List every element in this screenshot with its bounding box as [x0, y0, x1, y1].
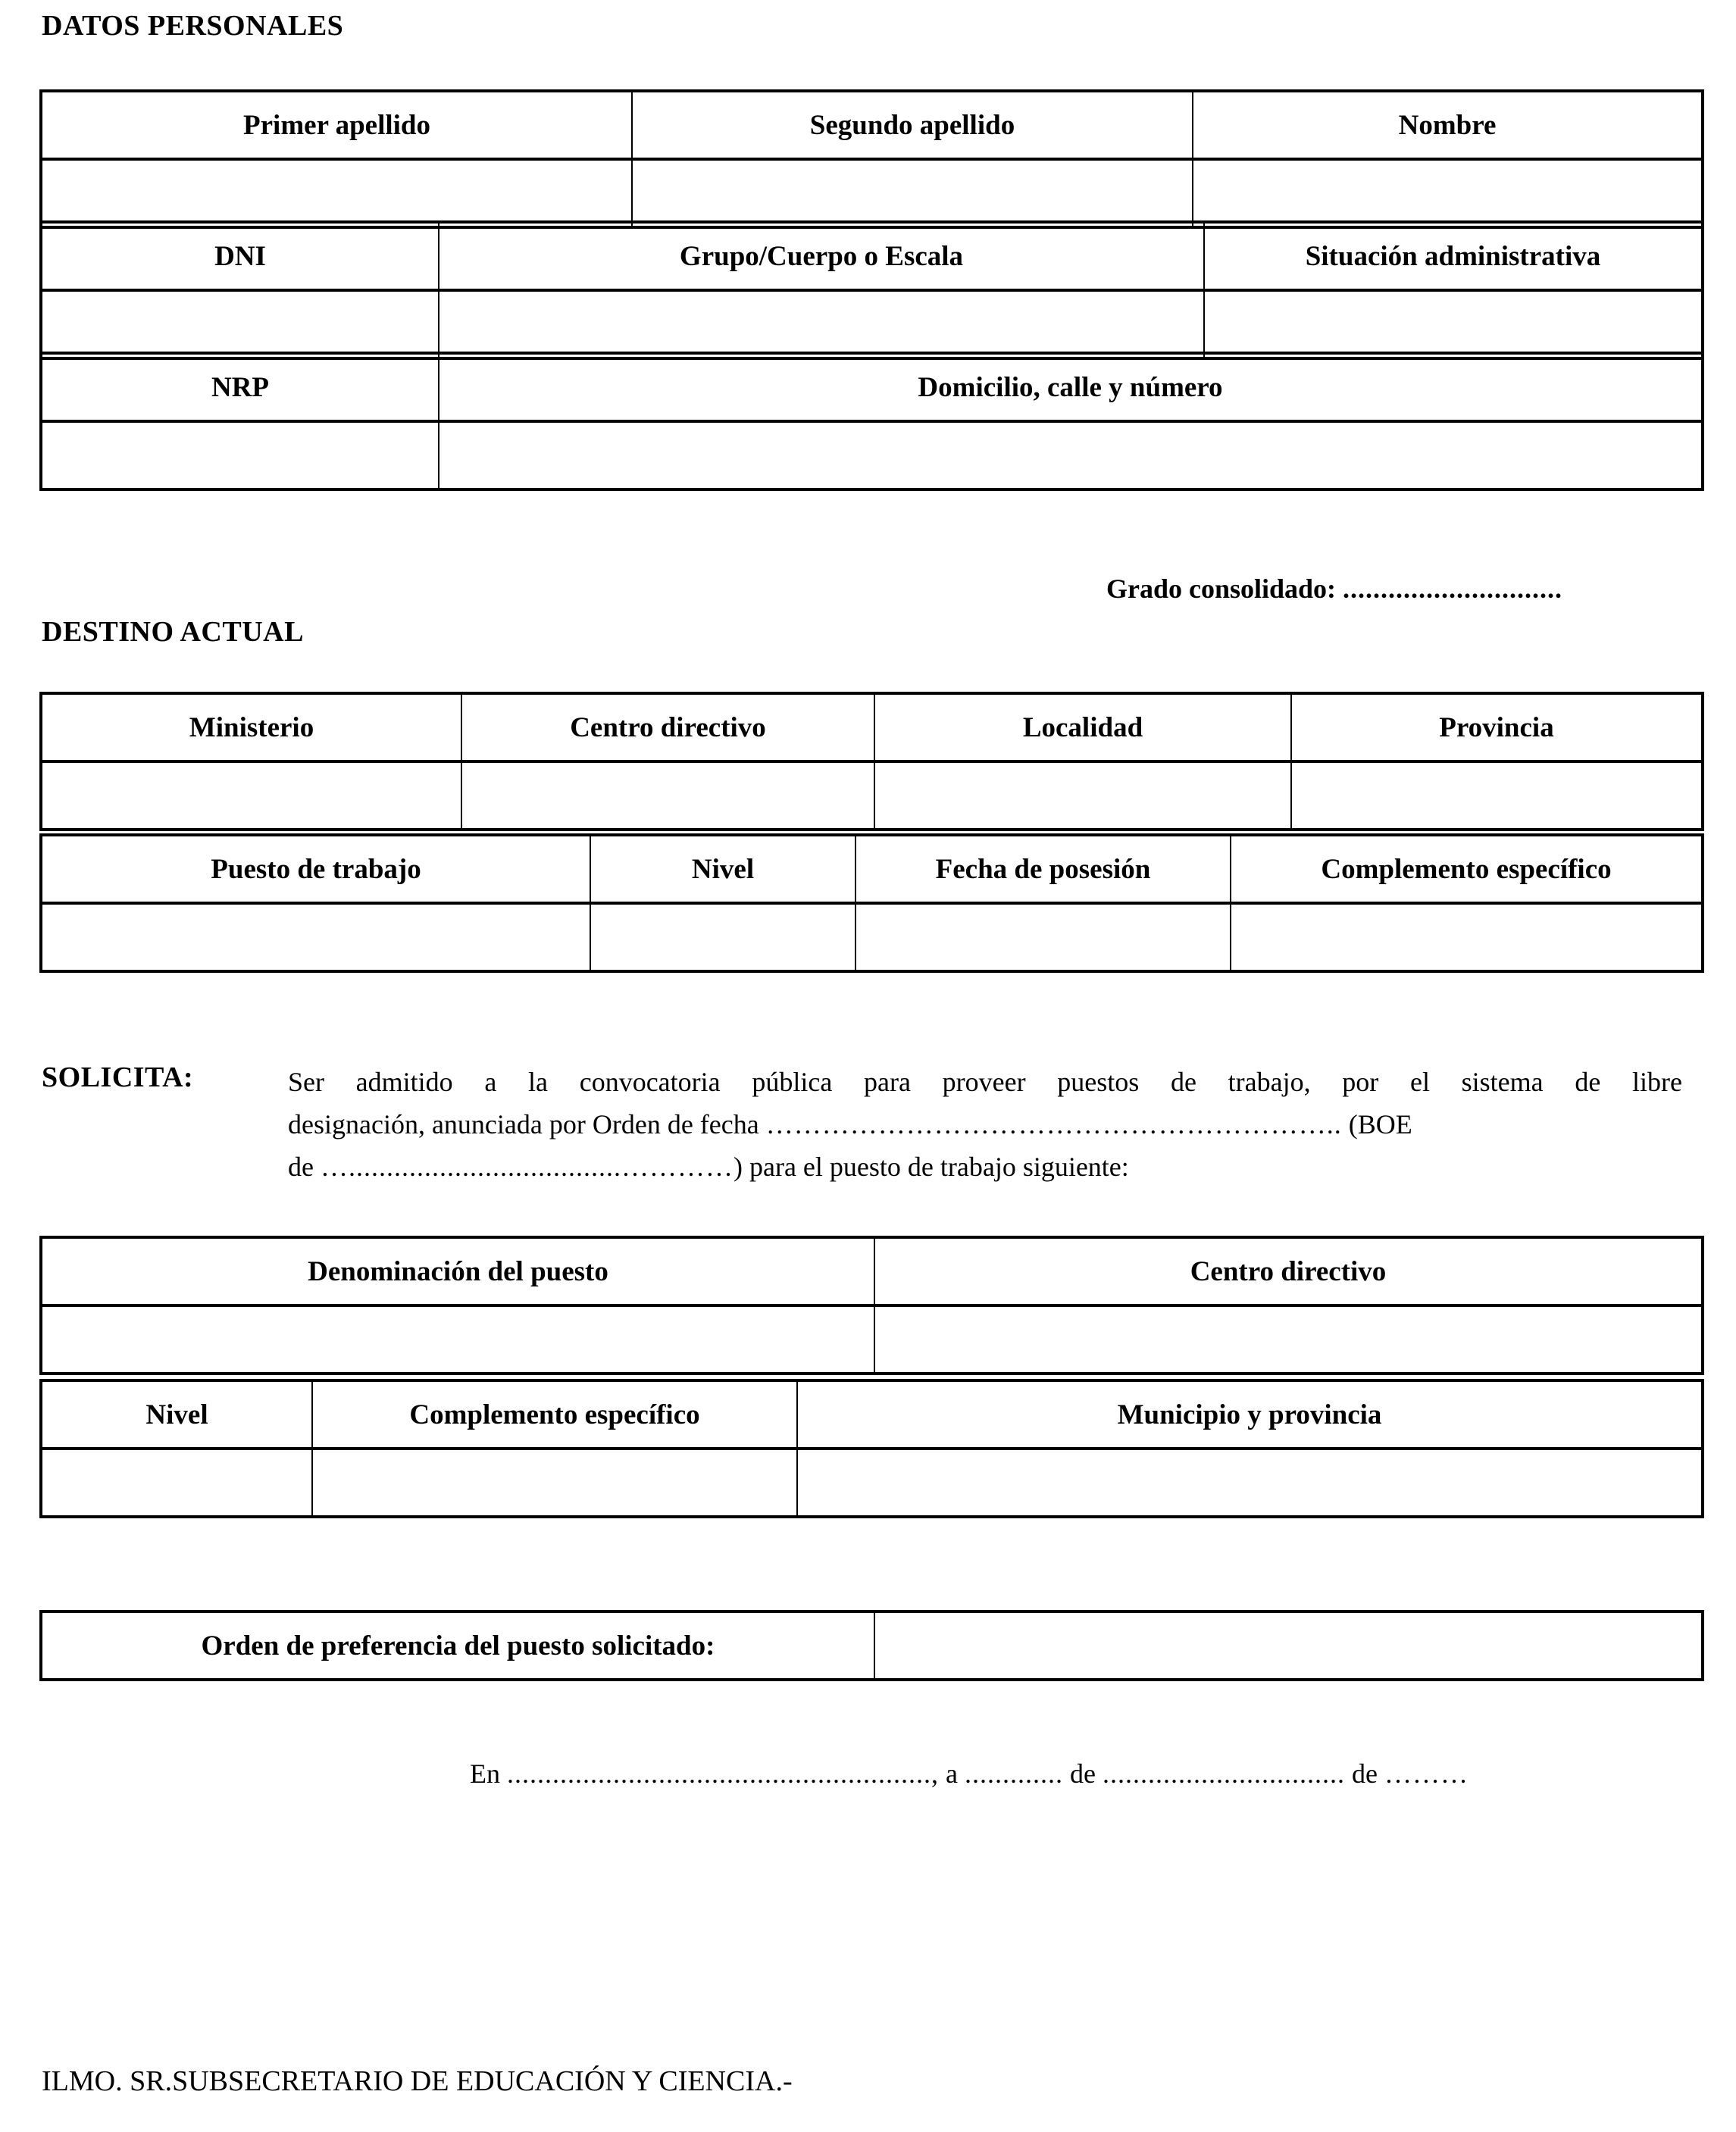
table-row	[41, 91, 1703, 159]
table-row	[41, 761, 1703, 830]
header-centro-directivo-solicitado: Centro directivo	[874, 1237, 1703, 1305]
table-row	[41, 835, 1703, 903]
header-nivel-actual: Nivel	[590, 835, 855, 903]
field-puesto-de-trabajo[interactable]	[41, 903, 590, 971]
personal-data-table-dni	[39, 220, 1704, 360]
header-primer-apellido: Primer apellido	[41, 91, 632, 159]
header-localidad: Localidad	[874, 693, 1291, 761]
field-complemento-especifico-actual[interactable]	[1231, 903, 1703, 971]
header-domicilio: Domicilio, calle y número	[439, 353, 1703, 421]
table-row	[41, 222, 1703, 290]
month-input-dots[interactable]: ................................	[1102, 1758, 1345, 1789]
header-nrp: NRP	[41, 353, 439, 421]
table-row	[41, 1449, 1703, 1517]
header-nivel-solicitado: Nivel	[41, 1380, 312, 1449]
header-municipio-y-provincia: Municipio y provincia	[797, 1380, 1703, 1449]
place-date-line	[470, 1758, 1469, 1790]
field-primer-apellido[interactable]	[41, 159, 632, 227]
field-grupo-cuerpo-escala[interactable]	[439, 290, 1204, 358]
section-heading-destino-actual: DESTINO ACTUAL	[42, 616, 304, 648]
header-nombre: Nombre	[1193, 91, 1703, 159]
field-denominacion-del-puesto[interactable]	[41, 1305, 874, 1374]
place-input-dots[interactable]: ........................................................,	[507, 1758, 939, 1789]
header-grupo-cuerpo-escala: Grupo/Cuerpo o Escala	[439, 222, 1204, 290]
solicita-body	[288, 1061, 1682, 1188]
personal-data-table-nrp	[39, 352, 1704, 491]
table-row	[41, 290, 1703, 358]
preference-order-box	[39, 1610, 1704, 1681]
table-row	[41, 903, 1703, 971]
header-ministerio: Ministerio	[41, 693, 461, 761]
solicita-line-1: Ser admitido a la convocatoria pública para proveer puestos de trabajo, por el sistema de libre	[288, 1067, 1682, 1097]
place-date-de-1: de	[1069, 1758, 1096, 1789]
requested-post-table-bottom	[39, 1379, 1704, 1518]
grado-consolidado-label: Grado consolidado:	[1106, 574, 1337, 604]
section-heading-datos-personales: DATOS PERSONALES	[42, 10, 344, 42]
header-denominacion-del-puesto: Denominación del puesto	[41, 1237, 874, 1305]
header-complemento-especifico-solicitado: Complemento específico	[312, 1380, 797, 1449]
personal-data-table	[39, 89, 1704, 229]
field-fecha-de-posesion[interactable]	[855, 903, 1231, 971]
header-situacion-administrativa: Situación administrativa	[1204, 222, 1703, 290]
solicita-orden-fecha-dots[interactable]: ……………………………………………………..	[765, 1109, 1342, 1139]
table-row	[41, 693, 1703, 761]
table-row	[41, 353, 1703, 421]
solicita-line-2-pre: designación, anunciada por Orden de fecha	[288, 1109, 759, 1139]
day-input-dots[interactable]: .............	[964, 1758, 1063, 1789]
solicita-line-3	[288, 1146, 1682, 1188]
header-puesto-de-trabajo: Puesto de trabajo	[41, 835, 590, 903]
year-input-dots[interactable]: ………	[1384, 1758, 1469, 1789]
field-localidad[interactable]	[874, 761, 1291, 830]
field-nombre[interactable]	[1193, 159, 1703, 227]
solicita-block	[42, 1061, 1701, 1188]
field-nivel-actual[interactable]	[590, 903, 855, 971]
table-row	[41, 1380, 1703, 1449]
solicita-label: SOLICITA:	[42, 1061, 194, 1093]
field-domicilio[interactable]	[439, 421, 1703, 489]
grado-consolidado-dots[interactable]: .............................	[1343, 574, 1563, 604]
table-row	[41, 159, 1703, 227]
field-provincia[interactable]	[1291, 761, 1703, 830]
solicita-line-3-pre: de	[288, 1152, 314, 1182]
table-row	[41, 421, 1703, 489]
place-date-a: a	[946, 1758, 958, 1789]
solicita-line-2-post: (BOE	[1348, 1109, 1412, 1139]
solicita-line-2	[288, 1103, 1682, 1146]
field-complemento-especifico-solicitado[interactable]	[312, 1449, 797, 1517]
footer-addressee: ILMO. SR.SUBSECRETARIO DE EDUCACIÓN Y CIENCIA.-	[42, 2065, 793, 2097]
header-complemento-especifico-actual: Complemento específico	[1231, 835, 1703, 903]
header-centro-directivo-actual: Centro directivo	[461, 693, 874, 761]
current-post-table-top	[39, 692, 1704, 831]
place-date-de-2: de	[1351, 1758, 1378, 1789]
grado-consolidado-line	[1106, 573, 1562, 605]
field-ministerio[interactable]	[41, 761, 461, 830]
field-situacion-administrativa[interactable]	[1204, 290, 1703, 358]
table-row	[41, 1305, 1703, 1374]
solicita-boe-dots[interactable]: …....................................…………	[320, 1152, 733, 1182]
header-fecha-de-posesion: Fecha de posesión	[855, 835, 1231, 903]
field-orden-de-preferencia[interactable]	[874, 1612, 1703, 1680]
table-row	[41, 1612, 1703, 1680]
field-nrp[interactable]	[41, 421, 439, 489]
requested-post-table-top	[39, 1236, 1704, 1375]
field-centro-directivo-actual[interactable]	[461, 761, 874, 830]
field-municipio-y-provincia[interactable]	[797, 1449, 1703, 1517]
table-row	[41, 1237, 1703, 1305]
current-post-table-bottom	[39, 833, 1704, 973]
field-nivel-solicitado[interactable]	[41, 1449, 312, 1517]
field-dni[interactable]	[41, 290, 439, 358]
header-provincia: Provincia	[1291, 693, 1703, 761]
label-orden-de-preferencia: Orden de preferencia del puesto solicitado:	[41, 1612, 874, 1680]
header-segundo-apellido: Segundo apellido	[632, 91, 1193, 159]
header-dni: DNI	[41, 222, 439, 290]
solicita-line-3-post: ) para el puesto de trabajo siguiente:	[733, 1152, 1129, 1182]
field-segundo-apellido[interactable]	[632, 159, 1193, 227]
place-date-en: En	[470, 1758, 500, 1789]
field-centro-directivo-solicitado[interactable]	[874, 1305, 1703, 1374]
